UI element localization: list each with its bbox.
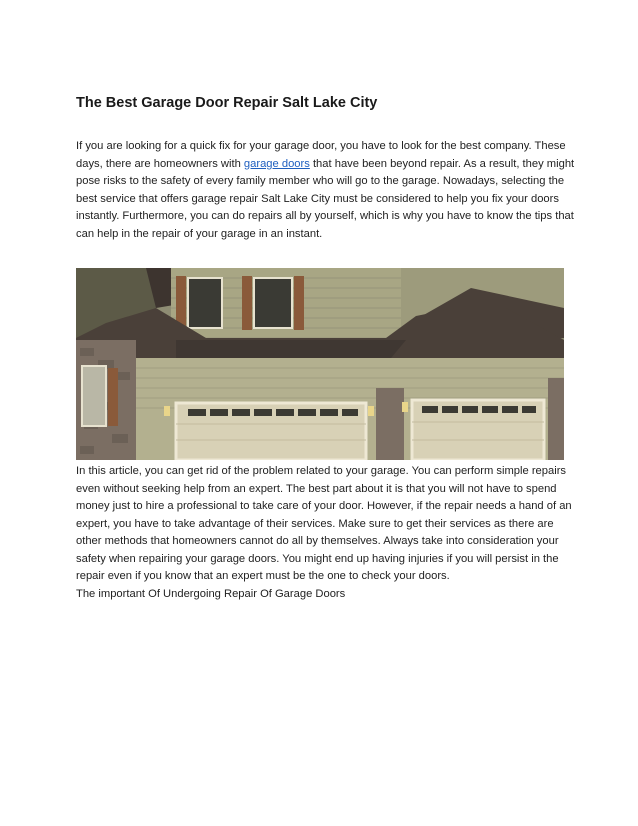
body-paragraph xyxy=(76,463,581,603)
intro-text-after-link: that have been beyond repair. As a result, they might pose risks to the safety of every family member who will go to the garage. Nowadays, selecting the best service that offers garage repair Salt Lake City must be considered to help you fix your doors instantly. Furthermore, you can do repairs all by yourself, which is why you have to know the tips that can help in the repair of your garage in an instant. xyxy=(76,157,575,240)
house-garage-photo xyxy=(76,268,564,460)
house-illustration xyxy=(76,268,564,460)
body-paragraph-text: In this article, you can get rid of the problem related to your garage. You can perform simple repairs even without seeking help from an expert. The best part about it is that you will not have to spend money just to hire a professional to take care of your door. However, if the repair needs a hand of an expert, you have to take advantage of their services. Make sure to get their services as there are other methods that homeowners cannot do all by themselves. Always take into consideration your safety when repairing your garage doors. You might end up having injuries if you will persist in the repair even if you know that an expert must be the one to check your doors. xyxy=(76,465,572,582)
intro-paragraph xyxy=(76,138,581,243)
section-subheading: The important Of Undergoing Repair Of Garage Doors xyxy=(76,587,346,600)
document-title: The Best Garage Door Repair Salt Lake City xyxy=(76,95,378,111)
garage-doors-link[interactable]: garage doors xyxy=(243,157,310,170)
intro-text-before-link: If you are looking for a quick fix for your garage door, you have to look for the best company. These days, there are homeowners with xyxy=(76,140,566,170)
